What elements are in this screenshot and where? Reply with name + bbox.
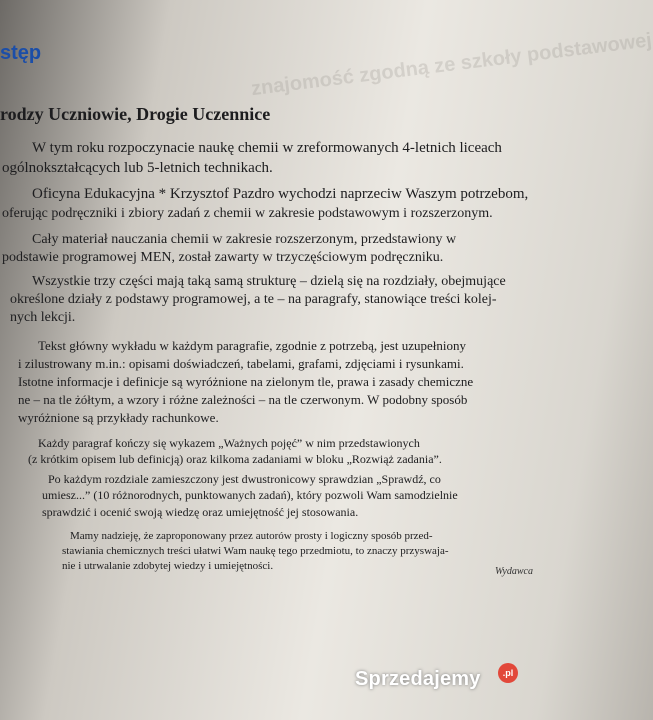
text-line: stawiania chemicznych treści ułatwi Wam naukę tego przedmiotu, to znaczy przyswaja-: [62, 545, 449, 557]
text-line: oferując podręczniki i zbiory zadań z chemii w zakresie podstawowym i rozszerzonym.: [2, 206, 493, 221]
watermark-badge: .pl: [498, 663, 518, 683]
text-line: Wszystkie trzy części mają taką samą strukturę – dzielą się na rozdziały, obejmujące: [32, 274, 506, 289]
text-line: Każdy paragraf kończy się wykazem „Ważnych pojęć” w nim przedstawionych: [38, 436, 420, 450]
text-line: ne – na tle żółtym, a wzory i różne zależności – na tle czerwonym. W podobny sposób: [18, 392, 468, 407]
text-line: Mamy nadzieję, że zaproponowany przez autorów prosty i logiczny sposób przed-: [70, 530, 433, 542]
greeting-title: rodzy Uczniowie, Drogie Uczennice: [0, 104, 271, 124]
text-line: Istotne informacje i definicje są wyróżnione na zielonym tle, prawa i zasady chemiczne: [18, 374, 474, 389]
bleed-through-text: znajomość zgodną ze szkoły podstawowej: [249, 29, 653, 101]
watermark-text: Sprzedajemy: [355, 668, 481, 690]
text-line: (z krótkim opisem lub definicją) oraz kilkoma zadaniami w bloku „Rozwiąż zadania”.: [28, 452, 442, 466]
text-line: umiesz...” (10 różnorodnych, punktowanych zadań), który pozwoli Wam samodzielnie: [42, 488, 458, 502]
publisher-signature: Wydawca: [495, 566, 533, 577]
text-line: Oficyna Edukacyjna * Krzysztof Pazdro wychodzi naprzeciw Waszym potrzebom,: [32, 186, 529, 202]
text-line: Po każdym rozdziale zamieszczony jest dwustronicowy sprawdzian „Sprawdź, co: [48, 472, 441, 486]
text-line: podstawie programowej MEN, został zawarty w trzyczęściowym podręczniku.: [2, 250, 444, 265]
text-line: W tym roku rozpoczynacie naukę chemii w zreformowanych 4-letnich liceach: [32, 140, 502, 156]
text-line: i zilustrowany m.in.: opisami doświadczeń, tabelami, grafami, zdjęciami i rysunkami.: [18, 356, 464, 371]
text-line: Tekst główny wykładu w każdym paragrafie, zgodnie z potrzebą, jest uzupełniony: [38, 338, 466, 353]
text-line: określone działy z podstawy programowej, a te – na paragrafy, stanowiące treści kolej-: [10, 292, 497, 307]
text-line: ogólnokształcących lub 5-letnich technikach.: [2, 160, 273, 176]
section-heading: stęp: [0, 42, 42, 64]
text-line: nie i utrwalanie zdobytej wiedzy i umiejętności.: [62, 560, 274, 572]
text-line: nych lekcji.: [10, 310, 76, 325]
text-line: sprawdzić i ocenić swoją wiedzę oraz umiejętność jej stosowania.: [42, 505, 359, 519]
text-line: wyróżnione są przykłady rachunkowe.: [18, 410, 219, 425]
text-line: Cały materiał nauczania chemii w zakresie rozszerzonym, przedstawiony w: [32, 232, 457, 247]
